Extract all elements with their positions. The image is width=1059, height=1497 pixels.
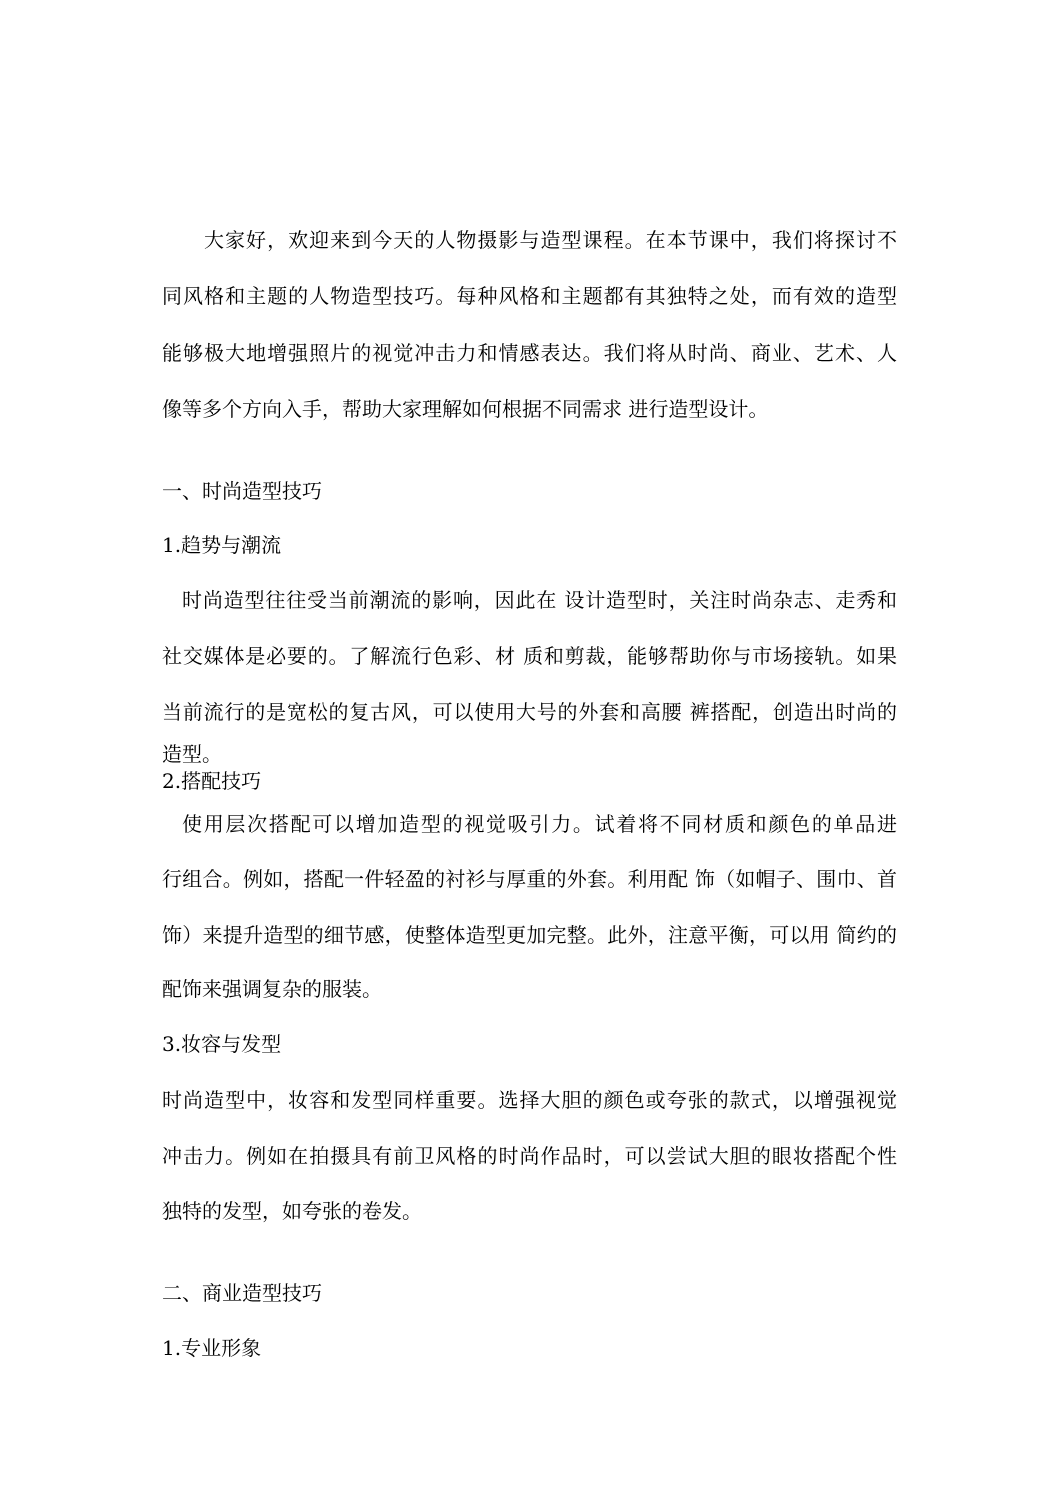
section-1-sub-3-line-3: 独特的发型，如夸张的卷发。	[162, 1199, 422, 1223]
section-1-sub-2-line-2: 行组合。例如，搭配一件轻盈的衬衫与厚重的外套。利用配 饰（如帽子、围巾、首	[162, 867, 897, 891]
section-1-sub-1-line-4: 造型。	[162, 742, 222, 766]
section-1-sub-2-title: 2.搭配技巧	[162, 769, 262, 793]
intro-line-2: 同风格和主题的人物造型技巧。每种风格和主题都有其独特之处，而有效的造型	[162, 284, 897, 308]
intro-line-1: 大家好，欢迎来到今天的人物摄影与造型课程。在本节课中，我们将探讨不	[204, 228, 897, 252]
section-1-sub-2-line-4: 配饰来强调复杂的服装。	[162, 977, 382, 1001]
section-1-sub-3-title: 3.妆容与发型	[162, 1032, 282, 1056]
section-1-sub-1-line-1: 时尚造型往往受当前潮流的影响，因此在 设计造型时，关注时尚杂志、走秀和	[182, 588, 897, 612]
section-1-sub-3-line-2: 冲击力。例如在拍摄具有前卫风格的时尚作品时，可以尝试大胆的眼妆搭配个性	[162, 1144, 897, 1168]
intro-line-4: 像等多个方向入手，帮助大家理解如何根据不同需求 进行造型设计。	[162, 397, 769, 421]
section-1-sub-2-line-3: 饰）来提升造型的细节感，使整体造型更加完整。此外，注意平衡，可以用 简约的	[162, 923, 897, 947]
section-1-sub-2-line-1: 使用层次搭配可以增加造型的视觉吸引力。试着将不同材质和颜色的单品进	[182, 812, 897, 836]
section-2-heading: 二、商业造型技巧	[162, 1281, 322, 1305]
section-1-sub-1-line-3: 当前流行的是宽松的复古风，可以使用大号的外套和高腰 裤搭配，创造出时尚的	[162, 700, 897, 724]
section-1-sub-1-line-2: 社交媒体是必要的。了解流行色彩、材 质和剪裁，能够帮助你与市场接轨。如果	[162, 644, 897, 668]
section-1-heading: 一、时尚造型技巧	[162, 479, 322, 503]
section-1-sub-3-line-1: 时尚造型中，妆容和发型同样重要。选择大胆的颜色或夸张的款式，以增强视觉	[162, 1088, 897, 1112]
intro-line-3: 能够极大地增强照片的视觉冲击力和情感表达。我们将从时尚、商业、艺术、人	[162, 341, 897, 365]
section-1-sub-1-title: 1.趋势与潮流	[162, 533, 282, 557]
section-2-sub-1-title: 1.专业形象	[162, 1336, 262, 1360]
